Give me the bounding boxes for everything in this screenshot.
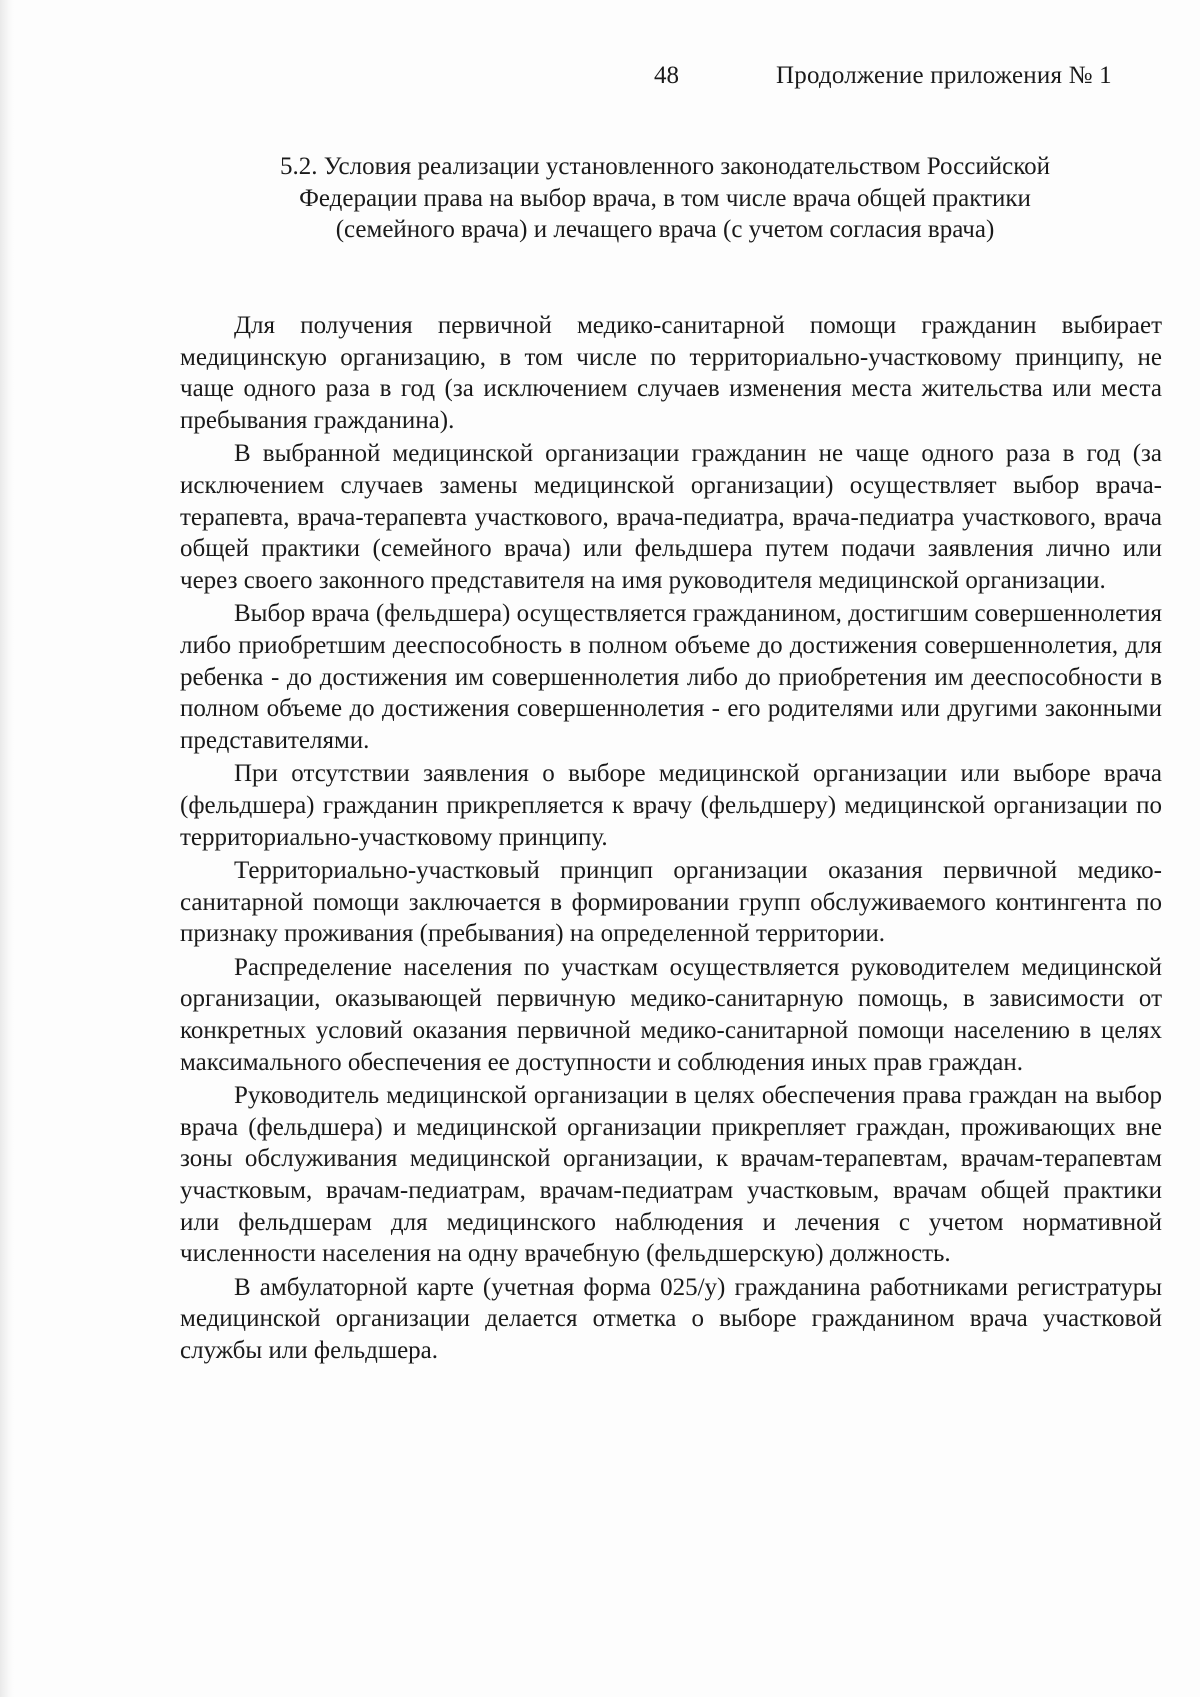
paragraph: В амбулаторной карте (учетная форма 025/у) гражданина работниками регистратуры медицинской организации делается отметка о выборе гражданином врача участковой службы или фельдшера. [180,1273,1162,1364]
paragraph: В выбранной медицинской организации гражданин не чаще одного раза в год (за исключением случаев замены медицинской организации) осуществляет выбор врача-терапевта, врача-терапевта участкового, врача-педиатра, врача-педиатра участкового, врача общей практики (семейного врача) или фельдшера путем подачи заявления лично или через своего законного представителя на имя руководителя медицинской организации. [180,440,1162,594]
paragraph: Распределение населения по участкам осуществляется руководителем медицинской организации, оказывающей первичную медико-санитарную помощь, в зависимости от конкретных условий оказания первичной медико-санитарной помощи населению в целях максимального обеспечения ее доступности и соблюдения иных прав граждан. [180,953,1162,1076]
paragraph: Выбор врача (фельдшера) осуществляется гражданином, достигшим совершеннолетия либо приобретшим дееспособность в полном объеме до достижения совершеннолетия, для ребенка - до достижения им совершеннолетия либо до приобретения им дееспособности в полном объеме до достижения совершеннолетия - его родителями или другими законными представителями. [180,600,1162,754]
page-number: 48 [654,62,679,89]
appendix-continuation-note: Продолжение приложения № 1 [776,62,1112,89]
body-text [180,310,1162,1369]
paragraph: Руководитель медицинской организации в целях обеспечения права граждан на выбор врача (фельдшера) и медицинской организации прикрепляет граждан, проживающих вне зоны обслуживания медицинской организации, к врачам-терапевтам, врачам-терапевтам участковым, врачам-педиатрам, врачам-педиатрам участковым, врачам общей практики или фельдшерам для медицинского наблюдения и лечения с учетом нормативной численности населения на одну врачебную (фельдшерскую) должность. [180,1082,1162,1268]
paragraph: Для получения первичной медико-санитарной помощи гражданин выбирает медицинскую организацию, в том числе по территориально-участковому принципу, не чаще одного раза в год (за исключением случаев изменения места жительства или места пребывания гражданина). [180,312,1162,434]
page-header [0,58,1200,98]
paragraph: При отсутствии заявления о выборе медицинской организации или выборе врача (фельдшера) гражданин прикрепляется к врачу (фельдшеру) медицинской организации по территориально-участковому принципу. [180,760,1162,851]
section-title: 5.2. Условия реализации установленного законодательством Российской Федерации права на выбор врача, в том числе врача общей практики (семейного врача) и лечащего врача (с учетом согласия врача) [280,153,1050,243]
scan-edge-shadow [0,0,14,1697]
paragraph: Территориально-участковый принцип организации оказания первичной медико-санитарной помощи заключается в формировании групп обслуживаемого контингента по признаку проживания (пребывания) на определенной территории. [180,857,1162,948]
